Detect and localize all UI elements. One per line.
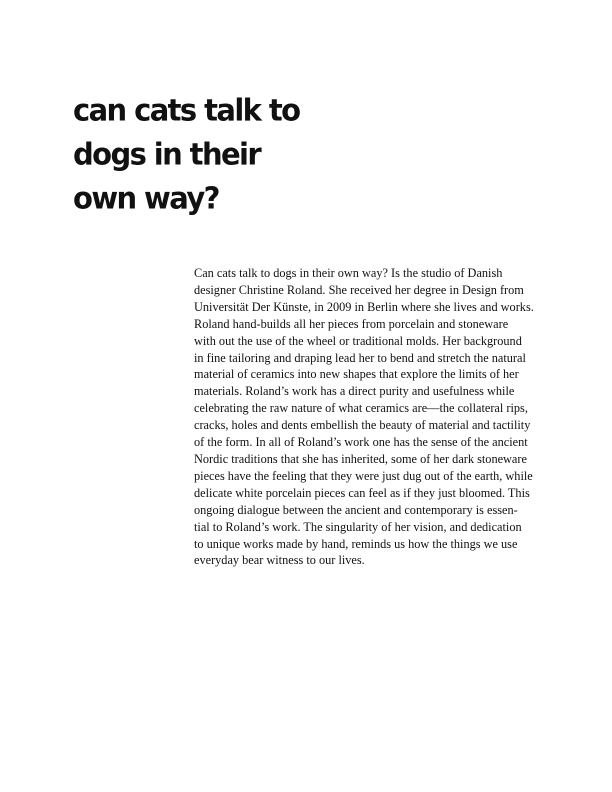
body-line: in fine tailoring and draping lead her to bend and stretch the natural: [194, 350, 526, 365]
body-paragraph: [194, 265, 578, 569]
page-title: [73, 88, 373, 220]
title-line: own way?: [73, 180, 219, 217]
body-line: material of ceramics into new shapes that explore the limits of her: [194, 367, 519, 382]
body-line: designer Christine Roland. She received her degree in Design from: [194, 282, 524, 297]
body-line: everyday bear witness to our lives.: [194, 553, 365, 568]
body-line: materials. Roland’s work has a direct purity and usefulness while: [194, 384, 515, 399]
body-line: with out the use of the wheel or traditional molds. Her background: [194, 333, 522, 348]
title-line: can cats talk to: [73, 92, 300, 128]
body-line: pieces have the feeling that they were just dug out of the earth, while: [194, 468, 533, 483]
body-line: ongoing dialogue between the ancient and contemporary is essen-: [194, 502, 518, 517]
title-line: dogs in their: [73, 136, 261, 172]
body-line: Can cats talk to dogs in their own way? Is the studio of Danish: [194, 266, 503, 280]
body-line: to unique works made by hand, reminds us how the things we use: [194, 536, 518, 551]
body-line: Roland hand-builds all her pieces from porcelain and stoneware: [194, 316, 509, 331]
body-line: Nordic traditions that she has inherited, some of her dark stoneware: [194, 451, 527, 466]
body-line: of the form. In all of Roland’s work one has the sense of the ancient: [194, 435, 528, 450]
body-line: celebrating the raw nature of what ceramics are—the collateral rips,: [194, 401, 528, 416]
body-line: tial to Roland’s work. The singularity of her vision, and dedication: [194, 519, 522, 534]
body-line: Universität Der Künste, in 2009 in Berlin where she lives and works.: [194, 299, 534, 314]
body-line: cracks, holes and dents embellish the beauty of material and tactility: [194, 418, 531, 433]
body-line: delicate white porcelain pieces can feel as if they just bloomed. This: [194, 485, 530, 500]
